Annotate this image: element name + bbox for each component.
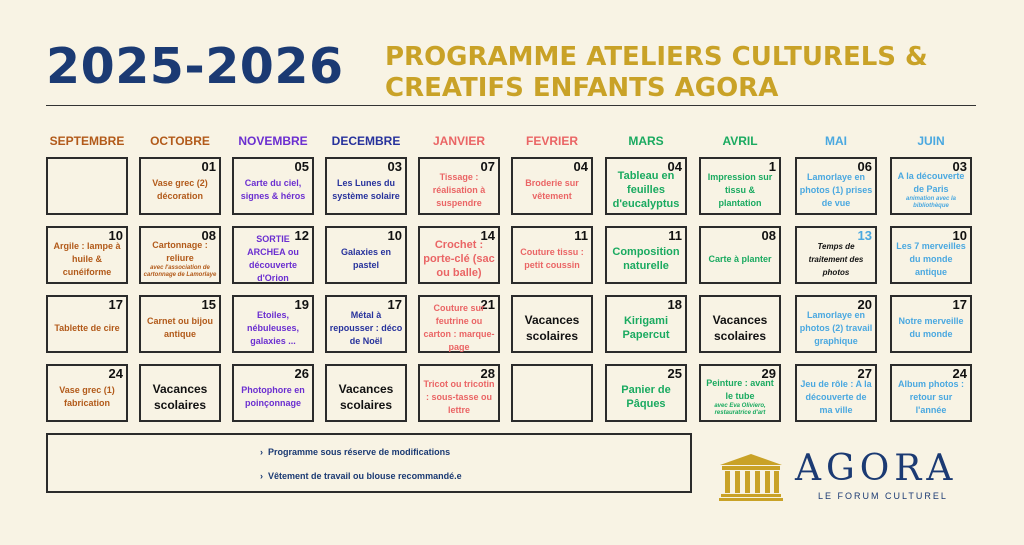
day-number: 28	[480, 366, 495, 381]
activity-label: Photophore en poinçonnage	[241, 385, 305, 408]
activity	[703, 159, 777, 213]
calendar-cell	[511, 295, 593, 353]
activity	[515, 228, 589, 282]
day-number: 08	[201, 228, 216, 243]
month-header: JANVIER	[432, 134, 485, 148]
activity	[609, 297, 683, 351]
day-number: 17	[387, 297, 402, 312]
agora-logo-tagline: LE FORUM CULTUREL	[818, 491, 948, 501]
note-item	[260, 471, 462, 481]
note-text: Programme sous réserve de modifications	[268, 447, 451, 457]
activity	[329, 297, 403, 351]
bullet-icon: ›	[260, 471, 263, 481]
activity	[236, 297, 310, 351]
month-header: AVRIL	[722, 134, 758, 148]
day-number: 1	[768, 159, 776, 174]
month-header: DECEMBRE	[331, 134, 401, 148]
notes-box	[46, 433, 692, 493]
month-header: SEPTEMBRE	[49, 134, 125, 148]
activity	[609, 228, 683, 282]
day-number: 13	[857, 228, 872, 243]
activity	[422, 159, 496, 213]
activity-note: avec l'association de cartonnage de Lamorlaye	[143, 265, 217, 278]
activity	[422, 366, 496, 420]
activity-label: Carnet ou bijou antique	[147, 316, 213, 339]
activity	[894, 159, 968, 213]
day-number: 11	[574, 228, 588, 243]
activity	[236, 366, 310, 420]
note-text: Vêtement de travail ou blouse recommandé.e	[268, 471, 462, 481]
activity-label: A la découverte de Paris	[897, 171, 965, 194]
day-number: 15	[201, 297, 216, 312]
year-heading: 2025-2026	[46, 38, 344, 95]
calendar-cell	[418, 157, 500, 215]
activity-label: Album photos : retour sur l'année	[898, 378, 964, 415]
activity	[703, 366, 777, 420]
activity-label: SORTIE ARCHEA ou découverte d'Orion	[247, 234, 299, 283]
day-number: 20	[857, 297, 872, 312]
day-number: 08	[761, 228, 776, 243]
calendar-cell	[699, 157, 781, 215]
calendar-cell	[325, 295, 407, 353]
calendar-cell	[418, 364, 500, 422]
calendar-cell	[511, 364, 593, 422]
activity-label: Vase grec (2) décoration	[152, 178, 208, 201]
calendar-cell	[699, 364, 781, 422]
activity	[143, 366, 217, 420]
calendar-cell	[795, 295, 877, 353]
activity-label: Métal à repousser : déco de Noël	[329, 309, 403, 346]
calendar-cell	[232, 226, 314, 284]
calendar-cell	[605, 364, 687, 422]
month-header: JUIN	[917, 134, 945, 148]
day-number: 21	[480, 297, 495, 312]
activity-label: Crochet : porte-clé (sac ou balle)	[423, 239, 495, 279]
activity-label: Notre merveille du monde	[898, 316, 964, 339]
day-number: 10	[387, 228, 402, 243]
day-number: 29	[761, 366, 776, 381]
activity-label: Etoiles, nébuleuses, galaxies ...	[246, 309, 300, 346]
activity-label: Broderie sur vêtement	[525, 178, 579, 201]
calendar-cell	[511, 226, 593, 284]
calendar-cell	[139, 364, 221, 422]
activity-label: Vacances scolaires	[338, 382, 394, 412]
activity	[799, 228, 873, 282]
activity-label: Tricot ou tricotin : sous-tasse ou lettre	[423, 378, 495, 415]
activity-label: Tissage : réalisation à suspendre	[432, 171, 486, 208]
calendar-cell	[325, 364, 407, 422]
activity	[422, 228, 496, 282]
activity-label: Argile : lampe à huile & cunéiforme	[53, 240, 121, 277]
activity-label: Tablette de cire	[54, 322, 120, 333]
activity	[515, 297, 589, 351]
day-number: 25	[667, 366, 682, 381]
temple-logo-icon	[718, 452, 784, 502]
activity	[799, 159, 873, 213]
day-number: 17	[108, 297, 123, 312]
calendar-cell	[46, 295, 128, 353]
calendar-cell	[325, 157, 407, 215]
day-number: 04	[573, 159, 588, 174]
activity-label: Les Lunes du système solaire	[332, 178, 400, 201]
calendar-cell	[890, 364, 972, 422]
day-number: 03	[387, 159, 402, 174]
calendar-cell	[605, 226, 687, 284]
activity	[422, 297, 496, 351]
day-number: 11	[668, 228, 682, 243]
activity-label: Couture tissu : petit coussin	[520, 247, 584, 270]
activity	[50, 228, 124, 282]
activity-label: Vase grec (1) fabrication	[59, 385, 115, 408]
calendar-cell	[139, 157, 221, 215]
calendar-cell	[418, 295, 500, 353]
calendar-cell	[418, 226, 500, 284]
activity-label: Temps de traitement des photos	[808, 241, 864, 277]
activity	[894, 366, 968, 420]
activity-label: Panier de Pâques	[621, 384, 671, 410]
activity-label: Jeu de rôle : A la découverte de ma ville	[800, 378, 872, 415]
activity	[236, 159, 310, 213]
activity-note: avec Eva Oliviero, restauratrice d'art	[714, 403, 766, 416]
calendar-cell	[795, 226, 877, 284]
activity	[799, 297, 873, 351]
activity	[143, 297, 217, 351]
bullet-icon: ›	[260, 447, 263, 457]
calendar-cell	[139, 295, 221, 353]
month-header: NOVEMBRE	[238, 134, 308, 148]
activity	[515, 159, 589, 213]
note-item	[260, 447, 450, 457]
activity	[894, 228, 968, 282]
month-header: OCTOBRE	[150, 134, 210, 148]
month-header: MARS	[628, 134, 664, 148]
activity-label: Lamorlaye en photos (1) prises de vue	[799, 171, 873, 208]
activity-label: Carte à planter	[708, 253, 772, 264]
activity-label: Vacances scolaires	[152, 382, 208, 412]
activity	[703, 228, 777, 282]
activity-label: Vacances scolaires	[712, 313, 768, 343]
activity-label: Peinture : avant le tube	[706, 378, 774, 401]
activity-label: Vacances scolaires	[524, 313, 580, 343]
activity	[143, 159, 217, 213]
day-number: 26	[294, 366, 309, 381]
activity-label: Couture sur feutrine ou carton : marque-page	[423, 303, 495, 352]
month-header: FEVRIER	[525, 134, 578, 148]
calendar-cell	[325, 226, 407, 284]
activity	[143, 228, 217, 282]
day-number: 14	[480, 228, 495, 243]
activity	[609, 159, 683, 213]
day-number: 24	[952, 366, 967, 381]
calendar-cell	[46, 226, 128, 284]
day-number: 03	[952, 159, 967, 174]
day-number: 19	[294, 297, 309, 312]
month-header: MAI	[825, 134, 847, 148]
calendar-cell	[699, 226, 781, 284]
calendar-cell	[46, 157, 128, 215]
calendar-cell	[139, 226, 221, 284]
calendar-cell	[232, 295, 314, 353]
activity	[329, 159, 403, 213]
day-number: 27	[857, 366, 872, 381]
day-number: 07	[480, 159, 495, 174]
activity-label: Lamorlaye en photos (2) travail graphique	[799, 309, 873, 346]
activity	[50, 297, 124, 351]
agora-logo-text: AGORA	[795, 448, 958, 489]
activity	[703, 297, 777, 351]
title-line-2: CREATIFS ENFANTS AGORA	[385, 73, 779, 103]
calendar-cell	[795, 364, 877, 422]
day-number: 10	[952, 228, 967, 243]
calendar-cell	[890, 295, 972, 353]
calendar-cell	[605, 295, 687, 353]
activity-label: Cartonnage : reliure	[152, 240, 208, 263]
day-number: 10	[108, 228, 123, 243]
calendar-cell	[699, 295, 781, 353]
activity	[50, 366, 124, 420]
activity	[894, 297, 968, 351]
day-number: 18	[667, 297, 682, 312]
activity-label: Kirigami Papercut	[622, 315, 670, 341]
calendar-cell	[511, 157, 593, 215]
page-title	[385, 42, 1005, 104]
title-divider	[46, 105, 976, 106]
activity	[236, 228, 310, 282]
activity-label: Impression sur tissu & plantation	[707, 171, 773, 208]
calendar-cell	[890, 157, 972, 215]
activity-label: Composition naturelle	[612, 246, 680, 272]
day-number: 12	[294, 228, 309, 243]
activity	[329, 366, 403, 420]
calendar-cell	[795, 157, 877, 215]
activity-label: Tableau en feuilles d'eucalyptus	[612, 170, 680, 210]
calendar-cell	[46, 364, 128, 422]
activity-label: Les 7 merveilles du monde antique	[896, 240, 966, 277]
day-number: 04	[667, 159, 682, 174]
title-line-1: PROGRAMME ATELIERS CULTURELS &	[385, 42, 928, 72]
calendar-cell	[232, 157, 314, 215]
calendar-cell	[890, 226, 972, 284]
calendar-cell	[605, 157, 687, 215]
day-number: 05	[294, 159, 309, 174]
activity-label: Carte du ciel, signes & héros	[240, 178, 306, 201]
day-number: 24	[108, 366, 123, 381]
day-number: 17	[952, 297, 967, 312]
activity	[329, 228, 403, 282]
day-number: 06	[857, 159, 872, 174]
activity-note: animation avec la bibliothèque	[905, 196, 957, 209]
calendar-cell	[232, 364, 314, 422]
activity	[609, 366, 683, 420]
day-number: 01	[201, 159, 216, 174]
activity-label: Galaxies en pastel	[340, 247, 392, 270]
activity	[799, 366, 873, 420]
